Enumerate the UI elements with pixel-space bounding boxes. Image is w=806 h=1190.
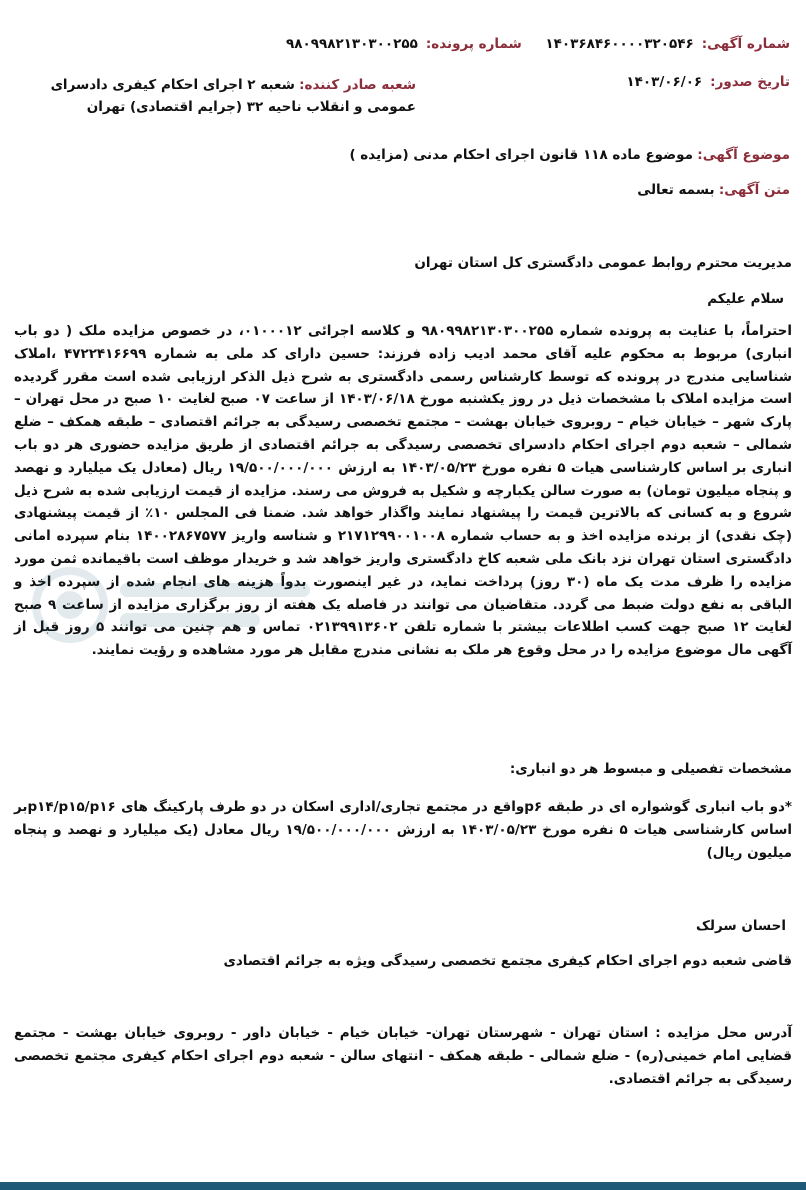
greeting: سلام علیکم xyxy=(707,291,784,307)
subject-value: موضوع ماده ۱۱۸ قانون اجرای احکام مدنی (مزایده ) xyxy=(349,147,693,163)
address-paragraph-text: آدرس محل مزایده : استان تهران - شهرستان تهران- خیابان خیام - خیابان داور - روبروی خیابان بهشت - مجتمع قضایی امام خمینی(ره) - ضلع شمالی - طبقه همکف - انتهای سالن - شعبه دوم اجرای احکام کیفری مجتمع تخصصی رسیدگی به جرائم اقتصادی. xyxy=(14,1025,792,1087)
addressee: مدیریت محترم روابط عمومی دادگستری کل استان تهران xyxy=(414,255,792,271)
issue-date-label: تاریخ صدور: xyxy=(710,74,790,90)
issue-date-field xyxy=(626,74,790,90)
ad-number-label: شماره آگهی: xyxy=(701,36,790,52)
text-intro-label: متن آگهی: xyxy=(718,182,790,198)
ad-number-field xyxy=(545,36,790,52)
case-number-label: شماره پرونده: xyxy=(425,36,522,52)
details-paragraph xyxy=(14,796,792,864)
header-row-2 xyxy=(16,74,790,118)
text-intro-field xyxy=(16,182,790,198)
case-number-value: ۹۸۰۹۹۸۲۱۳۰۳۰۰۲۵۵ xyxy=(286,36,418,52)
issue-date-value: ۱۴۰۳/۰۶/۰۶ xyxy=(626,74,703,90)
case-number-field xyxy=(286,36,522,52)
bottom-bar xyxy=(0,1182,806,1190)
header-row-1 xyxy=(16,36,790,52)
ad-number-value: ۱۴۰۳۶۸۴۶۰۰۰۰۳۲۰۵۴۶ xyxy=(545,36,694,52)
issuing-branch-field xyxy=(16,74,416,118)
address-paragraph xyxy=(14,1022,792,1090)
subject-label: موضوع آگهی: xyxy=(697,147,790,163)
main-paragraph-text: احتراماً، با عنایت به پرونده شماره ۹۸۰۹۹۸۲۱۳۰۳۰۰۲۵۵ و کلاسه اجرائی ۰۱۰۰۰۱۲، در خصوص مزایده ملک ( دو باب انباری) مربوط به محکوم علیه آقای محمد ادیب زاده فرزند: حسین دارای کد ملی به شماره ۴۷۲۲۴۱۶۶۹۹ ،املاک شناسایی مندرج در پرونده که توسط کارشناس رسمی دادگستری به شرح ذیل الذکر ارزیابی شده است مقرر گردیده است مزایده املاک با مشخصات ذیل در روز یکشنبه مورخ ۱۴۰۳/۰۶/۱۸ از ساعت ۰۷ صبح لغایت ۱۰ صبح در محل تهران – پارک شهر – خیابان خیام – روبروی خیابان بهشت – مجتمع تخصصی رسیدگی به جرائم اقتصادی – طبقه همکف – ضلع شمالی – شعبه دوم اجرای احکام دادسرای تخصصی رسیدگی به جرائم اقتصادی از طریق مزایده حضوری هر دو باب انباری بر اساس کارشناسی هیات ۵ نفره مورخ ۱۴۰۳/۰۵/۲۳ به ارزش ۱۹/۵۰۰/۰۰۰/۰۰۰ ریال (معادل یک میلیارد و نهصد و پنجاه میلیون تومان) به صورت سالن یکبارچه و شکیل به فروش می رسند. مزایده از قیمت ارزیابی شده به شرح ذیل شروع و به کسانی که بالاترین قیمت را پیشنهاد نمایند واگذار خواهد شد. ضمنا فی المجلس ۱۰٪ از قیمت پیشنهادی (چک نقدی) از برنده مزایده اخذ و به حساب شماره ۲۱۷۱۲۹۹۰۰۱۰۰۸ و شناسه واریز ۱۴۰۰۲۸۶۷۵۷۷ بنام سپرده امانی دادگستری استان تهران نزد بانک ملی شعبه کاخ دادگستری واریز خواهد شد و خریدار موظف است باقیمانده ثمن مورد مزایده را ظرف مدت یک ماه (۳۰ روز) پرداخت نماید، در غیر اینصورت بدواً هزینه های انجام شده از سپرده اخذ و الباقی به نفع دولت ضبط می گردد. متقاضیان می توانند در فاصله یک هفته از روز برگزاری مزایده از ساعت ۹ صبح لغایت ۱۲ صبح جهت کسب اطلاعات بیشتر با شماره تلفن ۰۲۱۳۹۹۱۳۶۰۲ تماس و هم چنین می توانند ۵ روز قبل از آگهی مال موضوع مزایده را در محل وقوع هر ملک به نشانی مندرج مقابل هر مورد مشاهده و رؤیت نمایند. xyxy=(14,323,793,659)
issuing-branch-value: شعبه ۲ اجرای احکام کیفری دادسرای عمومی و انقلاب ناحیه ۳۲ (جرایم اقتصادی) تهران xyxy=(50,77,416,115)
text-intro-value: بسمه تعالی xyxy=(637,182,715,198)
signer-title: قاضی شعبه دوم اجرای احکام کیفری مجتمع تخصصی رسیدگی ویژه به جرائم اقتصادی xyxy=(223,953,792,969)
main-paragraph xyxy=(14,320,792,662)
subject-field xyxy=(16,147,790,163)
details-heading: مشخصات تفصیلی و مبسوط هر دو انباری: xyxy=(509,761,792,777)
signer-name: احسان سرلک xyxy=(696,918,786,934)
issuing-branch-label: شعبه صادر کننده: xyxy=(299,77,416,93)
details-paragraph-text: *دو باب انباری گوشواره ای در طبقه p۶واقع در مجتمع تجاری/اداری اسکان در دو طرف پارکینگ های p۱۴/p۱۵/p۱۶بر اساس کارشناسی هیات ۵ نفره مورخ ۱۴۰۳/۰۵/۲۳ به ارزش ۱۹/۵۰۰/۰۰۰/۰۰۰ ریال معادل (یک میلیارد و نهصد و پنجاه میلیون ریال) xyxy=(14,799,792,861)
